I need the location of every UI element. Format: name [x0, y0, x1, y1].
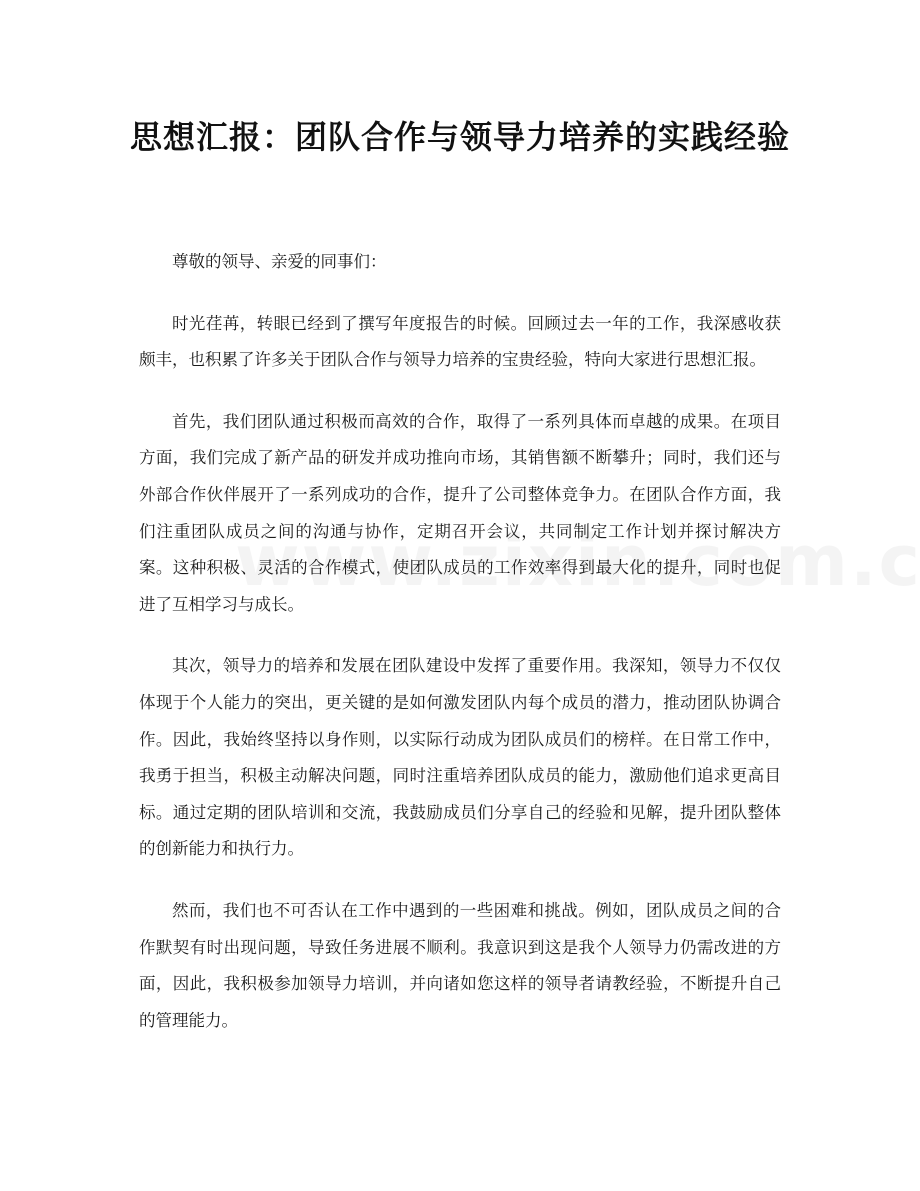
document-body [139, 244, 781, 1064]
document-title: 思想汇报：团队合作与领导力培养的实践经验 [130, 118, 791, 156]
paragraph-4: 然而，我们也不可否认在工作中遇到的一些困难和挑战。例如，团队成员之间的合作默契有时出现问题，导致任务进展不顺利。我意识到这是我个人领导力仍需改进的方面，因此，我积极参加领导力培训，并向诸如您这样的领导者请教经验，不断提升自己的管理能力。 [139, 900, 781, 1030]
paragraph-1: 时光荏苒，转眼已经到了撰写年度报告的时候。回顾过去一年的工作，我深感收获颇丰，也积累了许多关于团队合作与领导力培养的宝贵经验，特向大家进行思想汇报。 [139, 313, 781, 370]
salutation: 尊敬的领导、亲爱的同事们： [172, 252, 387, 271]
paragraph-3: 其次，领导力的培养和发展在团队建设中发挥了重要作用。我深知，领导力不仅仅体现于个人能力的突出，更关键的是如何激发团队内每个成员的潜力，推动团队协调合作。因此，我始终坚持以身作则，以实际行动成为团队成员们的榜样。在日常工作中，我勇于担当，积极主动解决问题，同时注重培养团队成员的能力，激励他们追求更高目标。通过定期的团队培训和交流，我鼓励成员们分享自己的经验和见解，提升团队整体的创新能力和执行力。 [139, 656, 781, 859]
paragraph-2: 首先，我们团队通过积极而高效的合作，取得了一系列具体而卓越的成果。在项目方面，我们完成了新产品的研发并成功推向市场，其销售额不断攀升；同时，我们还与外部合作伙伴展开了一系列成功的合作，提升了公司整体竞争力。在团队合作方面，我们注重团队成员之间的沟通与协作，定期召开会议，共同制定工作计划并探讨解决方案。这种积极、灵活的合作模式，使团队成员的工作效率得到最大化的提升，同时也促进了互相学习与成长。 [139, 411, 781, 614]
